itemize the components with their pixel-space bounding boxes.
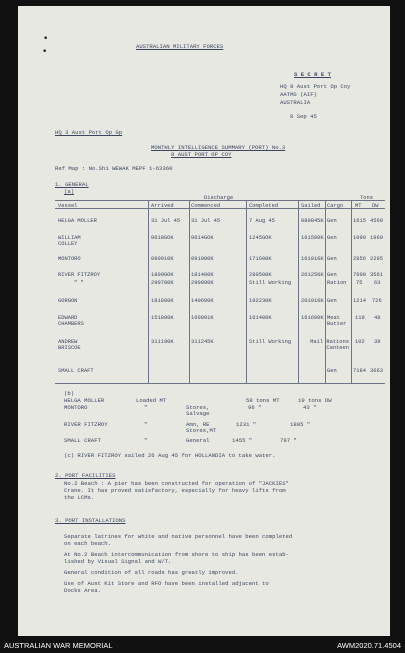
sender-address-line: AATMS (AIF) bbox=[280, 91, 317, 98]
archive-reference: AWM2020.71.4504 bbox=[337, 641, 401, 650]
paragraph-line: General condition of all roads has greatly improved. bbox=[64, 569, 239, 576]
paragraph-line: Separate latrines for white and native personnel have been completed bbox=[64, 533, 293, 540]
document-title: AUSTRALIAN MILITARY FORCES bbox=[136, 43, 224, 50]
subsection-label: (b) bbox=[64, 390, 75, 397]
subject-line: 8 AUST PORT OP COY bbox=[171, 151, 232, 158]
recipient: HQ 3 Aust Port Op Gp bbox=[55, 129, 123, 136]
paragraph-line: lished by Visual Signal and W/T. bbox=[64, 558, 172, 565]
column-header: MT bbox=[355, 203, 362, 209]
subject-line: MONTHLY INTELLIGENCE SUMMARY (PORT) No.3 bbox=[151, 144, 286, 151]
column-header: Arrived bbox=[151, 203, 174, 209]
paragraph-line: Docks Area. bbox=[64, 587, 101, 594]
sender-address-line: HQ 8 Aust Port Op Coy bbox=[280, 83, 351, 90]
document-page: • • AUSTRALIAN MILITARY FORCES S E C R E T HQ 8 Aust Port Op Coy AATMS (AIF) AUSTRALIA 8 Sep 45 HQ 3 Aust Port Op Gp MONTHLY INTELLIGENCE SUMMARY (PORT) No.3 8 AUST PORT OP COY Ref Map : No.Sh1 WEWAK MEPF 1-63360 1. GENERAL (a) Discharge Tons Vessel Arrived Commenced Completed Sailed Cargo MT DW HELGA MOLLER 31 Jul 45 31 Jul 45 7 Aug 45 080845K Gen 1615 4569 WILLIAM COLLEY 0618GOK 0614GOK 1245GOK 161500K Gen 1090 1969 MONTORO 090910K 091000K 171600K 161016K Gen 2856 2295 RIVER FITZROY 1800GOK 181400K 280500K 261256K Gen 7609 3561 " " 290700K 290800K Still Working Ration 75 63 GORGON 181800K 140600K 192230K 201016K Gen 1214 726 EDWARD CHAMBERS 151800K 160001K 161400K 161600K Meat Butter 119 48 ANDREW BRISCOE 311100K 311245K Still Working Mail Rations Canteen 102 39 SMALL CRAFT Gen 7184 3663 (b) HELGA MOLLER Loaded MT 58 tons MT 19 tons DW MONTORO " Stores, Salvage 96 " 43 " RIVER FITZROY " Amn, RE Stores,MT 1231 " 1805 " SMALL CRAFT " General 1455 " 797 " (c) RIVER FITZROY sailed 26 Aug 45 for HOLLANDIA to take water. 2. PORT FACILITIES No.2 Beach : A pier has been constructed for operation of "JACKIES" Crane. It has proved satisfactory, especially for heavy lifts from the LCMs. 3. PORT INSTALLATIONS Separate latrines for white and native personnel have been completed on each beach. At No.2 Beach intercommunication from shore to ship has been estab- lished by Visual Signal and W/T. General condition of all roads has greatly improved. Use of Aust Kit Store and RFO have been installed adjacent to Docks Area. bbox=[18, 6, 390, 636]
section-heading: 2. PORT FACILITIES bbox=[55, 472, 116, 479]
archive-footer bbox=[0, 638, 405, 653]
punch-hole-mark: • bbox=[42, 47, 48, 57]
paragraph-line: Crane. It has proved satisfactory, especially for heavy lifts from bbox=[64, 487, 286, 494]
column-header: Discharge bbox=[204, 195, 234, 201]
column-header: Tons bbox=[360, 195, 373, 201]
security-classification: S E C R E T bbox=[294, 71, 331, 78]
document-date: 8 Sep 45 bbox=[290, 113, 317, 120]
paragraph-line: Use of Aust Kit Store and RFO have been installed adjacent to bbox=[64, 580, 269, 587]
note-c: (c) RIVER FITZROY sailed 26 Aug 45 for HOLLANDIA to take water. bbox=[64, 452, 276, 459]
column-header: Completed bbox=[249, 203, 279, 209]
column-header: DW bbox=[372, 203, 379, 209]
column-header: Commenced bbox=[191, 203, 221, 209]
paragraph-line: At No.2 Beach intercommunication from shore to ship has been estab- bbox=[64, 551, 289, 558]
paragraph-line: on each beach. bbox=[64, 540, 111, 547]
paragraph-line: No.2 Beach : A pier has been constructed for operation of "JACKIES" bbox=[64, 480, 289, 487]
paragraph-line: the LCMs. bbox=[64, 494, 95, 501]
sender-address-line: AUSTRALIA bbox=[280, 99, 311, 106]
column-header: Vessel bbox=[58, 203, 78, 209]
column-header: Cargo bbox=[327, 203, 344, 209]
column-header: Sailed bbox=[301, 203, 321, 209]
map-reference: Ref Map : No.Sh1 WEWAK MEPF 1-63360 bbox=[55, 165, 173, 172]
punch-hole-mark: • bbox=[43, 34, 49, 44]
archive-name: AUSTRALIAN WAR MEMORIAL bbox=[4, 641, 113, 650]
section-heading: 1. GENERAL bbox=[55, 181, 89, 188]
subsection-label: (a) bbox=[64, 188, 75, 195]
section-heading: 3. PORT INSTALLATIONS bbox=[55, 517, 126, 524]
